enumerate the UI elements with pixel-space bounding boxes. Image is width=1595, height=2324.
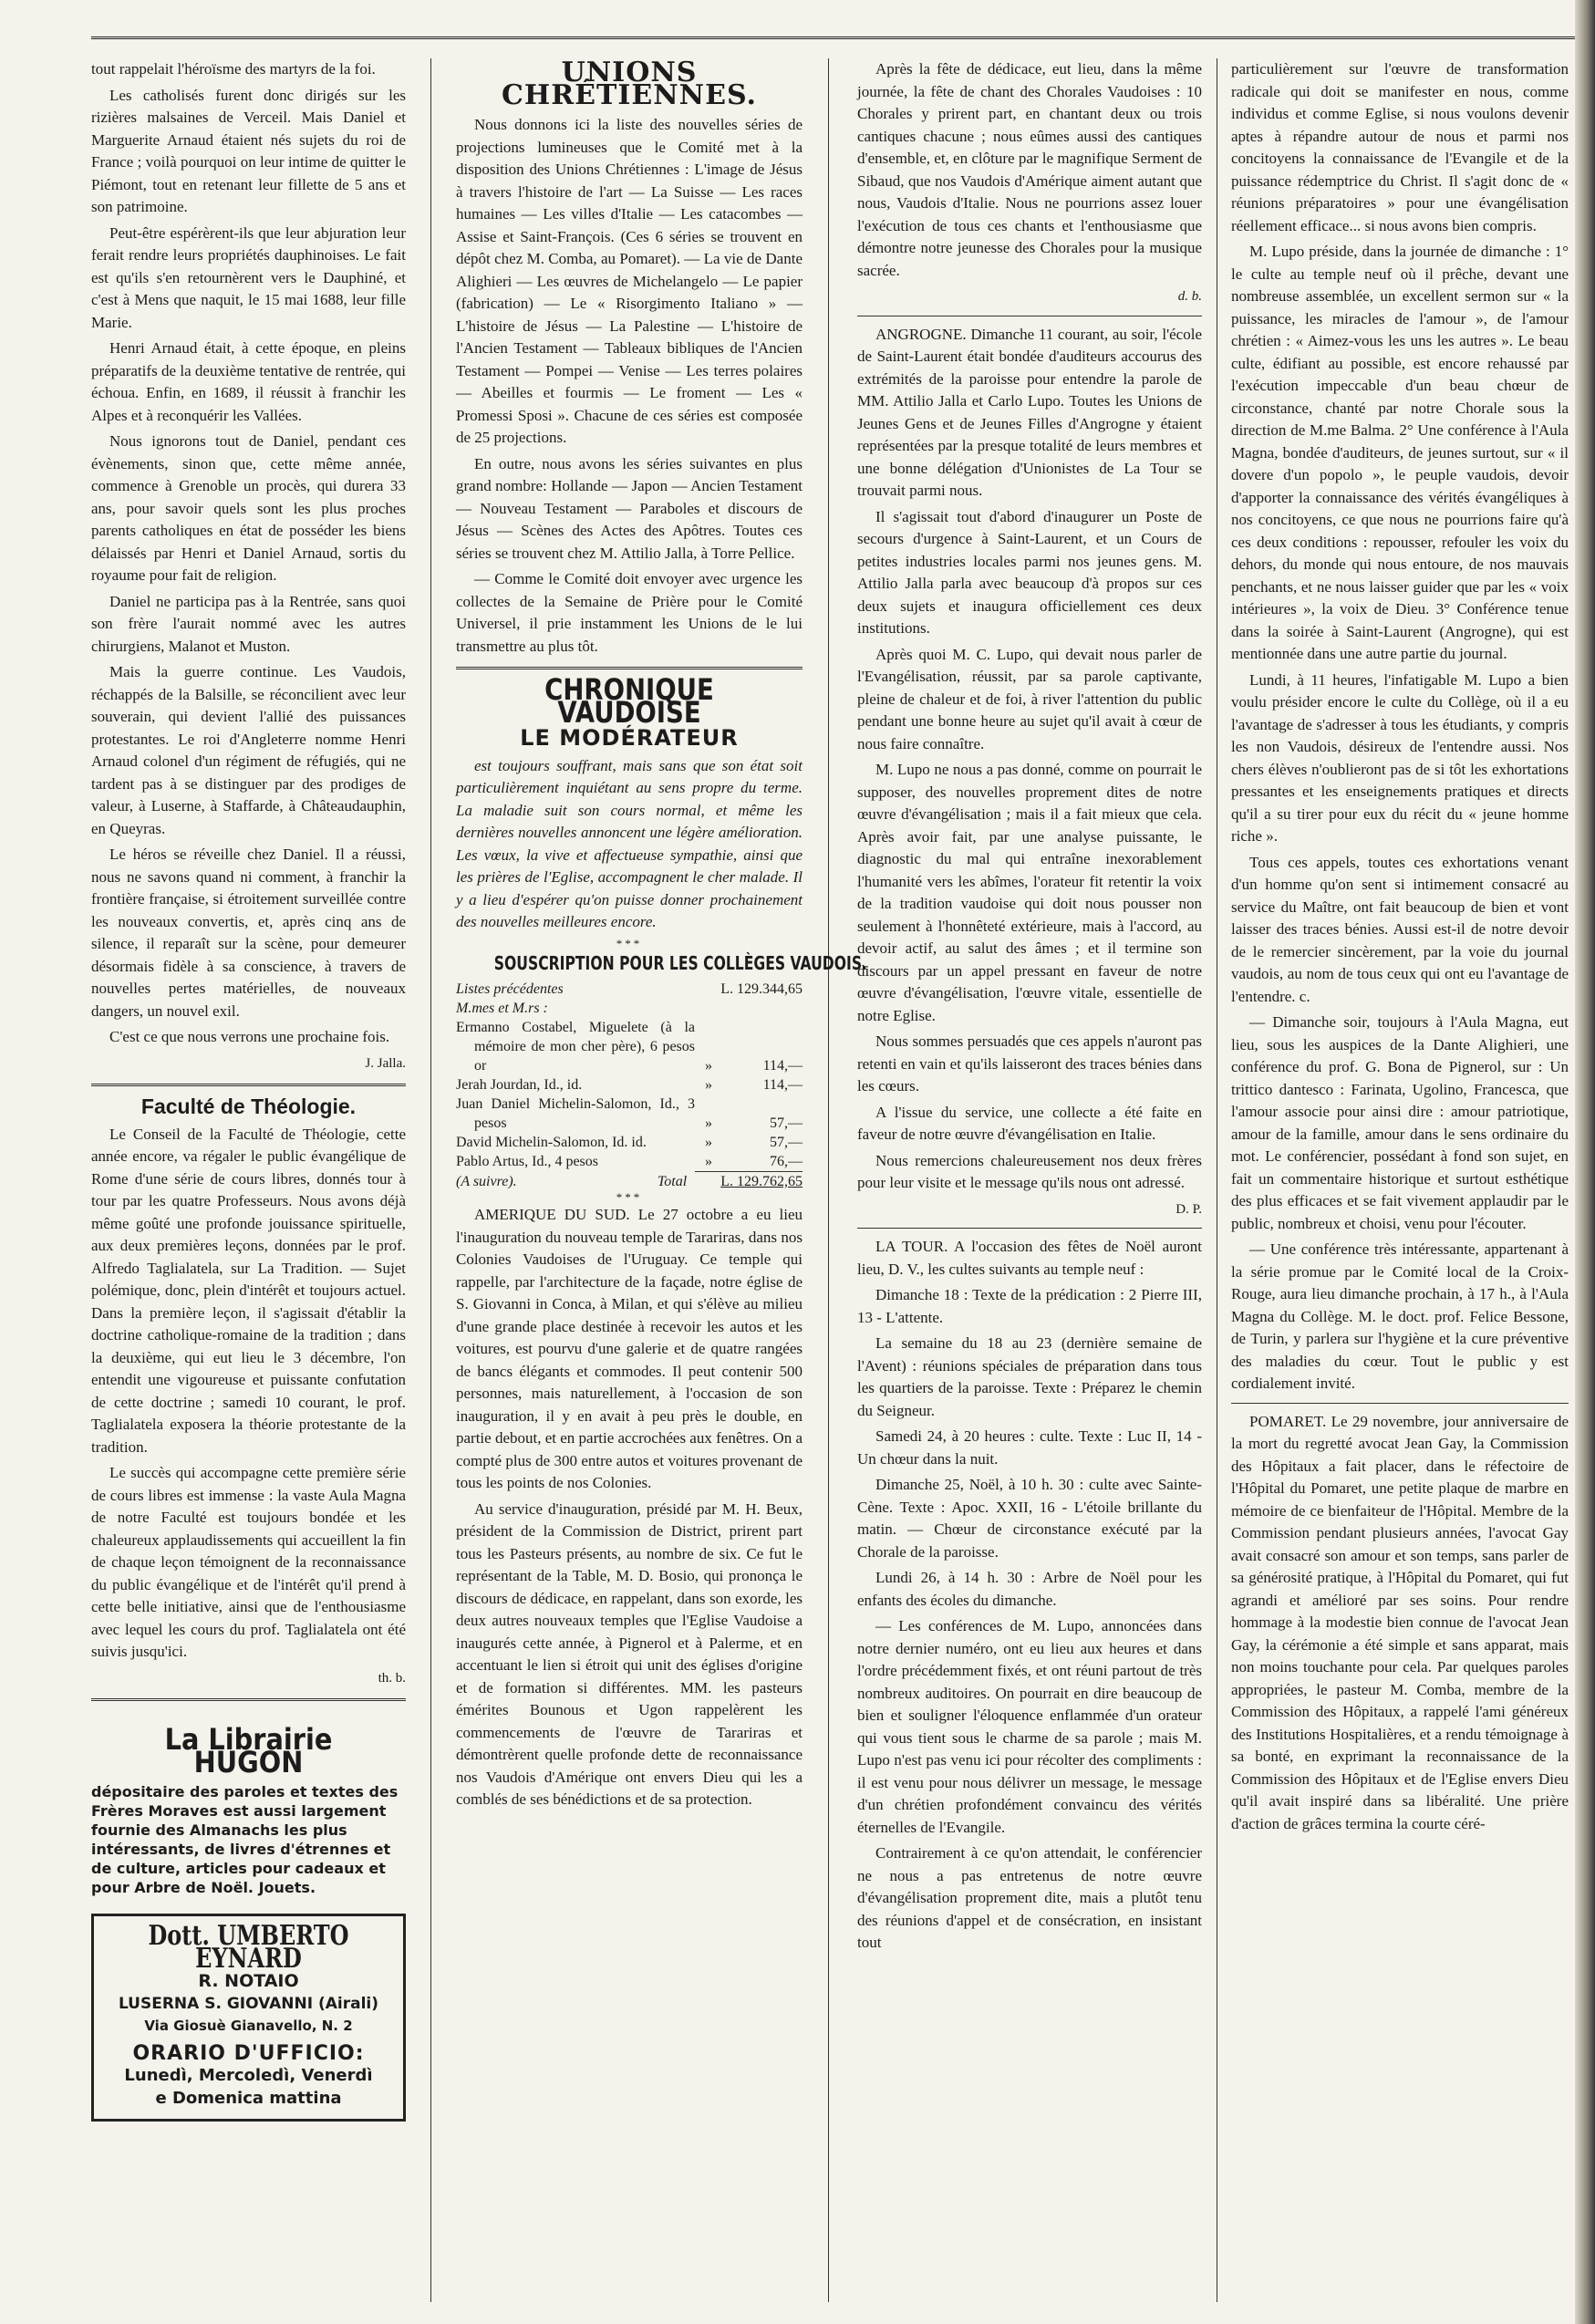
section-divider <box>456 667 803 669</box>
notary-title: R. NOTAIO <box>198 1971 299 1991</box>
schedule-item: Samedi 24, à 20 heures : culte. Texte : Luc II, 14 - Un chœur dans la nuit. <box>857 1427 1202 1468</box>
donor-name: Ermanno Costabel, Miguelete (à la mémoire de mon cher père), 6 pesos or <box>456 1020 695 1074</box>
column-4 <box>1231 58 1569 2302</box>
ditto-mark: » <box>705 1135 712 1150</box>
donation-amount: 57,— <box>770 1115 803 1131</box>
souscription-heading: SOUSCRIPTION POUR LES COLLÈGES VAUDOIS. <box>493 951 867 974</box>
notary-office-hours-label: ORARIO D'UFFICIO: <box>132 2041 365 2065</box>
article-paragraph: — Comme le Comité doit envoyer avec urgence les collectes de la Semaine de Prière pour le Comité Universel, il prie instamment les Unions de le lui transmettre au plus tôt. <box>456 570 803 655</box>
section-stars: *** <box>616 1190 643 1204</box>
article-paragraph: A l'issue du service, une collecte a été faite en faveur de notre œuvre d'évangélisation en Italie. <box>857 1103 1202 1143</box>
article-paragraph: M. Lupo ne nous a pas donné, comme on pourrait le supposer, des nouvelles proprement dites de notre œuvre d'évangélisation ; mais il a fait mieux que cela. Après avoir fait, par une analyse puissante, le diagnostic du mal qui entraîne inexorablement l'humanité vers les abîmes, l'orateur fit retentir la voix de la tradition vaudoise qui doit nous pousser non seulement à l'honnêteté extérieure, mais à l'accord, au devoir actif, au salut des âmes ; et il termine son discours par un appel pressant en faveur de notre œuvre d'évangélisation, l'œuvre vitale, essentielle de notre Eglise. <box>857 761 1202 1024</box>
schedule-item: Lundi 26, à 14 h. 30 : Arbre de Noël pour les enfants des écoles du dimanche. <box>857 1569 1202 1609</box>
ditto-mark: » <box>705 1058 712 1074</box>
article-paragraph: Nous sommes persuadés que ces appels n'auront pas retenti en vain et qu'ils laisseront des traces bénies dans les cœurs. <box>857 1032 1202 1095</box>
column-1 <box>91 58 406 2302</box>
donation-amount: 76,— <box>770 1154 803 1169</box>
article-paragraph: Après la fête de dédicace, eut lieu, dans la même journée, la fête de chant des Chorales Vaudoises : 10 Chorales y prirent part, en chantant deux ou trois cantiques chacune ; nous eûmes aussi des cantiques d'ensemble, et, en clôture par le magnifique Serment de Sibaud, que nos Vaudois d'Amérique aiment autant que nous, Vaudois d'Italie. Nous ne pourrions assez louer l'exécution de tous ces chants et l'enthousiasme que démontre notre jeunesse des Chorales pour la musique sacrée. <box>857 60 1202 279</box>
article-paragraph: — Une conférence très intéressante, appartenant à la série promue par le Comité local de la Croix-Rouge, aura lieu dimanche prochain, à 17 h., à l'Aula Magna du Collège. M. le doct. prof. Felice Bessone, de Turin, y parlera sur l'hygiène et la cure préventive des maladies du cœur. Tout le public y est cordialement invité. <box>1231 1240 1569 1392</box>
librairie-ad-text: dépositaire des paroles et textes des Frères Moraves est aussi largement fournie des Almanachs les plus intéressants, de livres d'étrennes et de culture, articles pour cadeaux et pour Arbre de Noël. Jouets. <box>91 1783 399 1896</box>
scan-edge-shadow <box>1575 0 1595 2324</box>
article-paragraph: LA TOUR. A l'occasion des fêtes de Noël auront lieu, D. V., les cultes suivants au temple neuf : <box>857 1238 1202 1278</box>
article-paragraph: ANGROGNE. Dimanche 11 courant, au soir, l'école de Saint-Laurent était bondée d'auditeurs accourus des extrémités de la paroisse pour entendre la parole de MM. Attilio Jalla et Carlo Lupo. Toutes les Unions de Jeunes Gens et de Jeunes Filles d'Angrogne y étaient représentées par la presque totalité de leurs membres et une bonne délégation d'Unionistes de La Tour se trouvait parmi nous. <box>857 325 1202 499</box>
donor-name: Jerah Jourdan, Id., id. <box>456 1077 583 1093</box>
notary-days-extra: e Domenica mattina <box>155 2088 342 2108</box>
article-paragraph: Nous remercions chaleureusement nos deux frères pour leur visite et le message qu'ils nous ont adressé. <box>857 1151 1202 1191</box>
ditto-mark: » <box>705 1154 712 1169</box>
article-paragraph: particulièrement sur l'œuvre de transformation radicale qui doit se manifester en nous, comme individus et comme Eglise, si nous voulons devenir aptes à répandre autour de nous et parmi nos concitoyens la connaissance de l'Evangile et de la puissance rédemptrice du Christ. Il s'agit donc de « réunions préparatoires » pour une évangélisation réellement efficace... si nous avons bien compris. <box>1231 60 1569 234</box>
section-divider <box>91 1698 406 1701</box>
article-paragraph: Henri Arnaud était, à cette époque, en pleins préparatifs de la deuxième tentative de rentrée, qui échoua. Enfin, en 1689, il réussit à franchir les Alpes et à reconquérir les Vallées. <box>91 339 406 424</box>
moderateur-heading: LE MODÉRATEUR <box>520 725 739 751</box>
subscription-total <box>456 1171 803 1191</box>
article-paragraph: AMERIQUE DU SUD. Le 27 octobre a eu lieu l'inauguration du nouveau temple de Tarariras, dans nos Colonies Vaudoises de l'Uruguay. Ce temple qui rappelle, par l'architecture de la façade, notre église de S. Giovanni in Conca, à Milan, et qui s'élève au milieu d'une grande place destinée à recevoir les autos et les voitures, est pourvu d'une galerie et de quatre rangées de bancs élégants et commodes. Il peut contenir 500 personnes, mais naturellement, à l'occasion de son inauguration, il y en avait à peu près le double, en partie debout, et en partie accrochées aux fenêtres. On a compté plus de 300 entre autos et voitures provenant de tous les points de nos Colonies. <box>456 1206 803 1491</box>
subscription-previous-amount: L. 129.344,65 <box>720 981 803 997</box>
article-signature: J. Jalla. <box>365 1055 406 1071</box>
subscription-row <box>456 1152 803 1171</box>
ditto-mark: » <box>705 1115 712 1131</box>
section-stars: *** <box>616 936 643 950</box>
article-signature: th. b. <box>378 1670 406 1686</box>
section-divider <box>857 1228 1202 1229</box>
donation-amount: 114,— <box>762 1058 803 1074</box>
article-paragraph: Les catholisés furent donc dirigés sur les rizières malsaines de Verceil. Mais Daniel et Marguerite Arnaud étaient nés sujets du roi de France ; voilà pourquoi on leur intime de quitter le Piémont, tout en retenant leur fillette de 5 ans et son patrimoine. <box>91 86 406 215</box>
total-label: Total <box>657 1174 688 1189</box>
unions-heading: UNIONS CHRÉTIENNES. <box>502 57 757 111</box>
page-top-rule <box>91 36 1575 39</box>
article-paragraph: Mais la guerre continue. Les Vaudois, réchappés de la Balsille, se réconcilient avec leur souverain, qui devient l'allié des puissances protestantes. Le roi d'Angleterre nomme Henri Arnaud colonel d'un régiment de réfugiés, qui ne tardent pas à se distinguer par des prodiges de valeur, à Luserne, à Staffarde, à Châteaudauphin, en Queyras. <box>91 663 406 837</box>
article-paragraph: Tous ces appels, toutes ces exhortations venant d'un homme qu'on sent si intimement consacré au service du Maître, ont fait beaucoup de bien et vont laisser des traces bénies. Aussi est-il de notre devoir de le remercier sincèrement, par la voie du journal vaudois, au nom de tous ceux qui ont eu l'avantage de l'entendre. c. <box>1231 853 1569 1005</box>
subscription-previous-label: Listes précédentes <box>456 981 564 997</box>
subscription-previous <box>456 980 803 999</box>
subscription-continued: (A suivre). <box>456 1174 517 1189</box>
subscription-header: M.mes et M.rs : <box>456 1001 548 1016</box>
chronique-heading: CHRONIQUE VAUDOISE <box>544 672 714 730</box>
newspaper-page <box>91 58 1569 2302</box>
donor-name: David Michelin-Salomon, Id. id. <box>456 1135 647 1150</box>
notary-name: Dott. UMBERTO EYNARD <box>148 1920 349 1975</box>
article-paragraph: Nous donnons ici la liste des nouvelles séries de projections lumineuses que le Comité met à la disposition des Unions Chrétiennes : L'image de Jésus à travers l'histoire de l'art — La Suisse — Les races humaines — Les villes d'Italie — Les catacombes — Assise et Saint-François. (Ces 6 séries se trouvent en dépôt chez M. Comba, au Pomaret). — La vie de Dante Alighieri — Les œuvres de Michelangelo — Le papier (fabrication) — Le « Risorgimento Italiano » — L'histoire de Jésus — La Palestine — L'histoire de l'Ancien Testament — Tableaux bibliques de l'Ancien Testament — Pompei — Venise — Les terres polaires — Abeilles et fourmis — Le froment — Les « Promessi Sposi ». Chacune de ces séries est composée de 25 projections. <box>456 116 803 446</box>
section-divider <box>1231 1403 1569 1404</box>
librairie-ad-title: La Librairie HUGON <box>164 1722 333 1779</box>
article-paragraph: Peut-être espérèrent-ils que leur abjuration leur ferait rendre leurs propriétés dauphinoises. Le fait est qu'ils s'en retournèrent vers le Dauphiné, et c'est à Mens que naquit, le 15 mai 1688, leur fille Marie. <box>91 223 406 331</box>
moderateur-note: est toujours souffrant, mais sans que son état soit particulièrement inquiétant au sens propre du terme. La maladie suit son cours normal, et même les dernières nouvelles annoncent une légère amélioration. Les vœux, la vive et affectueuse sympathie, ainsi que les prières de l'Eglise, accompagnent le cher malade. Il y a lieu d'espérer qu'on puisse donner prochainement des nouvelles meilleures encore. <box>456 756 803 930</box>
article-paragraph: Après quoi M. C. Lupo, qui devait nous parler de l'Evangélisation, réussit, par sa parole captivante, pleine de chaleur et de foi, à river l'attention du public pendant une bonne heure au sujet qu'il avait à cœur de nous faire connaître. <box>857 645 1202 752</box>
article-paragraph: Le succès qui accompagne cette première série de cours libres est immense : la vaste Aula Magna de notre Faculté est toujours bondée et les chaleureux applaudissements qui accueillent la fin de chaque leçon témoignent de la reconnaissance du public évangélique et de l'intérêt qu'il prend à cette belle initiative, ainsi que de l'enthousiasme avec lequel les cours du prof. Taglialatela ont été suivis jusqu'ici. <box>91 1464 406 1660</box>
donation-amount: 114,— <box>762 1077 803 1093</box>
column-2 <box>456 57 867 2302</box>
article-paragraph: Lundi, à 11 heures, l'infatigable M. Lupo a bien voulu présider encore le culte du Collège, où il a eu l'avantage de s'adresser à tous les étudiants, y compris les non Vaudois, désireux de l'entendre aussi. Nos chers élèves n'oublieront pas de si tôt les exhortations pressantes et les enseignements pratiques et directs qu'il a su tirer pour eux du récit du « jeune homme riche ». <box>1231 670 1569 845</box>
subscription-list <box>456 980 803 1191</box>
donor-name: Pablo Artus, Id., 4 pesos <box>456 1154 598 1169</box>
article-paragraph: Il s'agissait tout d'abord d'inaugurer un Poste de secours d'urgence à Saint-Laurent, et un Cours de petites industries locales parmi nos jeunes gens. M. Attilio Jalla parla avec beaucoup d'à propos sur ces deux sujets et inaugura officiellement ces deux institutions. <box>857 507 1202 637</box>
section-divider <box>91 1084 406 1086</box>
notary-street: Via Giosuè Gianavello, N. 2 <box>144 2018 353 2034</box>
subscription-row <box>456 1018 803 1075</box>
notary-days: Lunedì, Mercoledì, Venerdì <box>124 2066 373 2085</box>
subscription-row <box>456 1133 803 1152</box>
total-amount: L. 129.762,65 <box>695 1171 803 1191</box>
article-paragraph: Contrairement à ce qu'on attendait, le conférencier ne nous a pas entretenus de notre œuvre d'évangélisation proprement dite, mais a plutôt tenu des réunions d'appel et de consécration, en insistant tout <box>857 1844 1202 1951</box>
donation-amount: 57,— <box>770 1135 803 1150</box>
article-paragraph: tout rappelait l'héroïsme des martyrs de la foi. <box>91 60 376 78</box>
subscription-row <box>456 1075 803 1095</box>
donor-name: Juan Daniel Michelin-Salomon, Id., 3 pesos <box>456 1096 695 1131</box>
schedule-item: La semaine du 18 au 23 (dernière semaine de l'Avent) : réunions spéciales de préparation dans tous les quartiers de la paroisse. Texte : Préparez le chemin du Seigneur. <box>857 1334 1202 1419</box>
article-signature: D. P. <box>1176 1201 1202 1217</box>
article-signature: d. b. <box>1177 289 1202 304</box>
column-divider <box>430 58 431 2302</box>
faculte-heading: Faculté de Théologie. <box>140 1095 357 1118</box>
article-paragraph: Le Conseil de la Faculté de Théologie, cette année encore, va régaler le public évangélique de Rome d'une série de cours libres, donnés tour à tour par les quatre Professeurs. Nous avons déjà même goûté une profonde jouissance spirituelle, aux deux premières leçons, données par le prof. Alfredo Taglialatela, sur La Tradition. — Sujet polémique, donc, plein d'intérêt et toujours actuel. Dans la première leçon, il s'agissait d'établir la doctrine catholique-romaine de la tradition ; dans la deuxième, qui eut lieu le 3 décembre, l'on entendit une vigoureuse et puissante confutation de cette doctrine ; samedi 10 courant, le prof. Taglialatela exposera la théorie protestante de la tradition. <box>91 1125 406 1456</box>
article-paragraph: C'est ce que nous verrons une prochaine fois. <box>109 1028 390 1045</box>
article-paragraph: POMARET. Le 29 novembre, jour anniversaire de la mort du regretté avocat Jean Gay, la Commission des Hôpitaux a fait placer, dans le réfectoire de l'Hôpital du Pomaret, une petite plaque de marbre en mémoire de ce bienfaiteur de l'Hôpital. Membre de la Commission pendant plusieurs années, l'avocat Gay avait consacré son amour et son temps, sans parler de sa générosité pratique, à l'Hôpital du Pomaret, qui fut agrandi et amélioré par ses soins. Pour rendre hommage à la modestie bien connue de l'avocat Jean Gay, la cérémonie a été simple et sans apparat, mais non moins touchante pour cela. Par quelques paroles appropriées, le pasteur M. Comba, membre de la Commission des Hôpitaux, a rappelé l'ami généreux des Institutions Hospitalières, et a rendu témoignage à sa bonté, en exprimant la reconnaissance de la Commission des Hôpitaux et de l'Eglise envers Dieu qu'il avait inspiré dans sa libéralité. Une prière d'action de grâces termina la courte céré- <box>1231 1412 1569 1832</box>
column-divider <box>828 58 829 2302</box>
article-paragraph: M. Lupo préside, dans la journée de dimanche : 1° le culte au temple neuf où il prêche, devant une nombreuse assemblée, un excellent sermon sur « la puissance, les miracles de l'amour », de l'amour chrétien : « Aimez-vous les uns les autres ». Le beau culte, édifiant au possible, est encore rehaussé par l'exécution impeccable d'un beau chœur de circonstance, chanté par notre Chorale sous la direction de M.me Balma. 2° Une conférence à l'Aula Magna, bondée d'auditeurs, de jeunes surtout, sur « il dovere d'un popolo », le peuple vaudois, devoir d'apporter la connaissance des vérités évangéliques à nos concitoyens, ce que nous ne pourrions faire qu'à ces deux conditions : repousser, refouler les voix du dehors, du monde qui nous entoure, de nos mauvais penchants, et ne nous laisser guider que par les « voix intérieures », la voix de Dieu. 3° Conférence tenue dans la soirée à Saint-Laurent (Angrogne), qui est mentionnée dans une autre partie du journal. <box>1231 243 1569 662</box>
schedule-item: Dimanche 18 : Texte de la prédication : 2 Pierre III, 13 - L'attente. <box>857 1286 1202 1326</box>
article-paragraph: En outre, nous avons les séries suivantes en plus grand nombre: Hollande — Japon — Ancien Testament — Nouveau Testament — Paraboles et discours de Jésus — Scènes des Actes des Apôtres. Toutes ces séries se trouvent chez M. Attilio Jalla, à Torre Pellice. <box>456 454 803 562</box>
subscription-row <box>456 1095 803 1133</box>
article-paragraph: Au service d'inauguration, présidé par M. H. Beux, président de la Commission de District, prirent part tous les Pasteurs présents, au nombre de six. Ce fut le représentant de la Table, M. D. Bosio, qui prononça le discours de dédicace, en rappelant, dans son exorde, les deux autres nouveaux temples que l'Eglise Vaudoise a inaugurés cette année, à Pignerol et à Palerme, et en accentuant le lien si étroit qui unit des églises d'origine et de formation si différentes. MM. les pasteurs émérites Bounous et Ugon rappelèrent les commencements de l'œuvre de Tarariras et démontrèrent quelle profonde dette de reconnaissance nos Vaudois d'Amérique ont envers Dieu qui les a comblés de ses bénédictions et de sa protection. <box>456 1499 803 1808</box>
article-paragraph: — Dimanche soir, toujours à l'Aula Magna, eut lieu, sous les auspices de la Dante Alighieri, une conférence du prof. G. Bona de Pignerol, sur : Un trittico dantesco : Farinata, Ugolino, Francesca, que l'amour associe pour ainsi dire : amour patriotique, amour de la famille, amour dans le sens ordinaire du mot. Le conférencier, possédant à fond son sujet, en fait un commentaire historique et surtout esthétique des plus efficaces et se fait vivement applaudir par le public, nombreux et choisi, venu pour l'écouter. <box>1231 1013 1569 1232</box>
notary-place: LUSERNA S. GIOVANNI (Airali) <box>118 1994 379 2013</box>
article-paragraph: Le héros se réveille chez Daniel. Il a réussi, nous ne savons quand ni comment, à franchir la frontière française, si étroitement surveillée contre les nouveaux convertis, et, après cinq ans de silence, il reparaît sur la scène, pour demeurer désormais fidèle à sa conscience, à travers de nouvelles pertes matérielles, de nouveaux dangers, un nouvel exil. <box>91 846 406 1020</box>
article-paragraph: — Les conférences de M. Lupo, annoncées dans notre dernier numéro, ont eu lieu aux heures et dans l'ordre précédemment fixés, et ont réuni partout de très nombreux auditoires. On pourrait en dire beaucoup de bien et souligner l'éloquence enflammée d'un orateur qui vous tient sous le charme de sa parole ; mais M. Lupo n'est pas venu ici pour récolter des compliments : il est venu pour nous délivrer un message, le message d'un chrétien profondément convaincu des vérités éternelles de l'Evangile. <box>857 1617 1202 1836</box>
article-paragraph: Nous ignorons tout de Daniel, pendant ces évènements, sinon que, cette même année, commence à Grenoble un procès, qui durera 33 ans, pour savoir quels sont les plus proches parents catholiques en état de posséder les biens délaissés par Henri et Daniel Arnaud, sortis du royaume pour fait de religion. <box>91 432 406 584</box>
article-paragraph: Daniel ne participa pas à la Rentrée, sans quoi son frère l'aurait nommé avec les autres chirurgiens, Malanot et Muston. <box>91 592 406 655</box>
ditto-mark: » <box>705 1077 712 1093</box>
notary-ad-box <box>91 1914 406 2122</box>
schedule-item: Dimanche 25, Noël, à 10 h. 30 : culte avec Sainte-Cène. Texte : Apoc. XXII, 16 - L'étoile brillante du matin. — Chœur de circonstance exécuté par la Chorale de la paroisse. <box>857 1476 1202 1561</box>
column-3 <box>857 58 1202 2302</box>
